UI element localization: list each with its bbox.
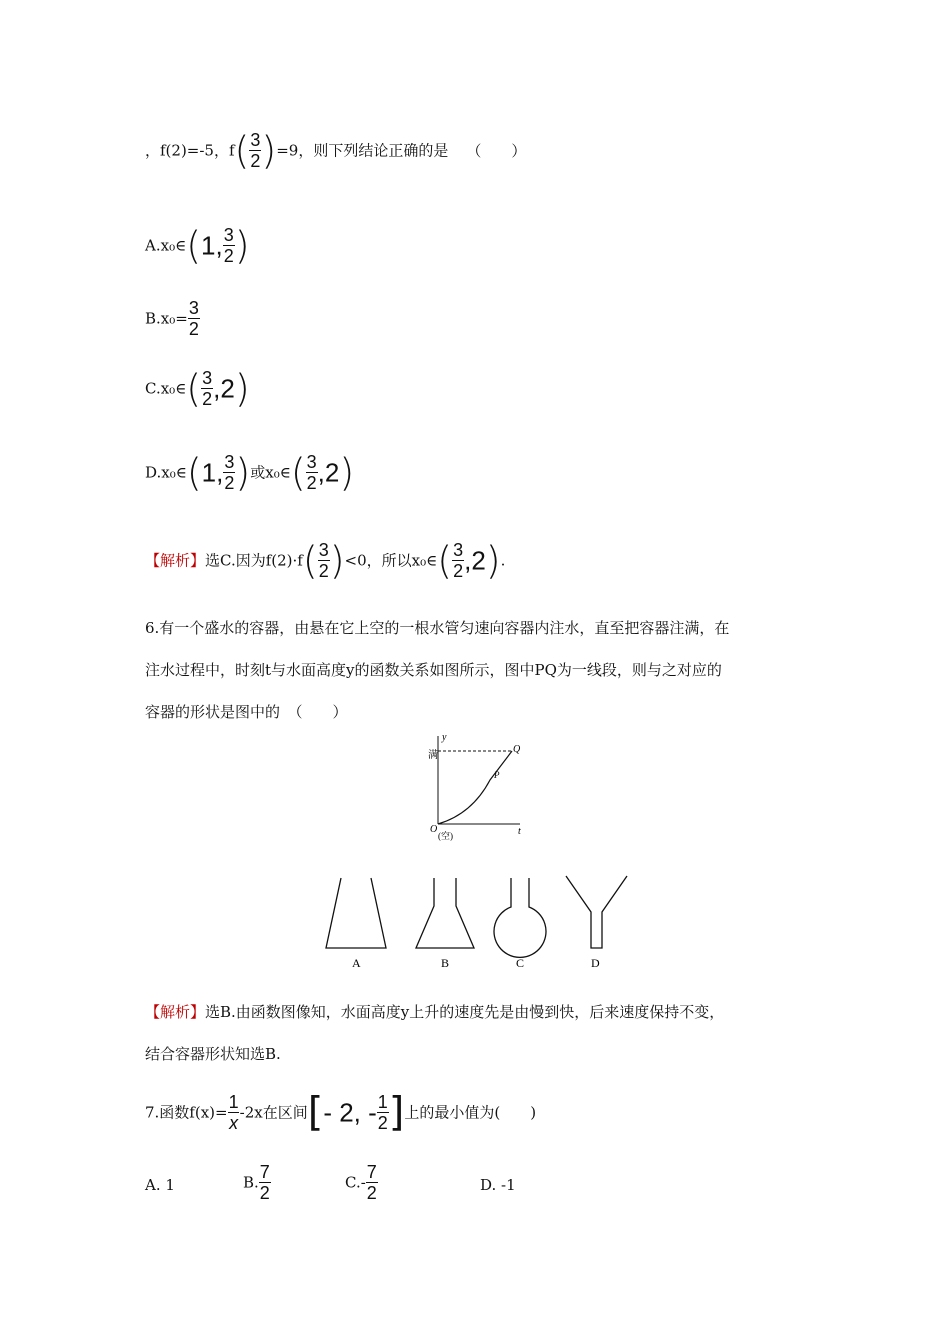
container-a	[326, 878, 386, 948]
q5-solution: 【解析】选C.因为f(2)·f( $\frac{3}{2}$ )<0，所以x₀∈( $\frac{3}{2}$ ,2).	[145, 538, 506, 583]
fraction: $\frac{1}{x}$	[228, 1092, 239, 1133]
point-p-label: P	[494, 770, 500, 780]
full-label: 满	[428, 750, 438, 761]
fraction: $\frac{3}{2}$	[306, 452, 317, 493]
fraction: $\frac{3}{2}$	[224, 452, 235, 493]
container-shapes	[310, 870, 640, 975]
q7-option-b: B. $\frac{7}{2}$	[243, 1162, 270, 1203]
q5-option-d: D.x₀∈(1, $\frac{3}{2}$ )或x₀∈( $\frac{3}{2}$ ,2)	[145, 450, 355, 495]
fraction: $\frac{7}{2}$	[366, 1162, 377, 1203]
height-curve	[438, 751, 512, 824]
shape-label-b: B	[441, 956, 450, 970]
q5-stem: ，f(2)=-5，f( $\frac{3}{2}$ )=9，则下列结论正确的是 （ ）	[145, 128, 527, 173]
q7-option-c: C.- $\frac{7}{2}$	[345, 1162, 377, 1203]
q5-option-b: B.x₀= $\frac{3}{2}$	[145, 298, 199, 339]
x-axis-label: t	[518, 826, 521, 837]
q7-option-d: D. -1	[480, 1176, 516, 1194]
q5-option-a: A.x₀∈(1, $\frac{3}{2}$ )	[145, 223, 250, 268]
q6-line-3: 容器的形状是图中的 （ ）	[145, 703, 348, 721]
y-axis-label: y	[442, 732, 447, 743]
q6-solution-line-1: 【解析】选B.由函数图像知，水面高度y上升的速度先是由慢到快，后来速度保持不变，	[145, 1003, 725, 1021]
height-time-graph	[420, 728, 540, 850]
q6-line-1: 6.有一个盛水的容器，由悬在它上空的一根水管匀速向容器内注水，直至把容器注满，在	[145, 619, 730, 637]
q6-solution-line-2: 结合容器形状知选B.	[145, 1045, 281, 1063]
fraction: $\frac{3}{2}$	[453, 540, 464, 581]
empty-label: (空)	[438, 831, 453, 841]
container-d	[566, 876, 627, 948]
shape-label-c: C	[516, 956, 525, 970]
fraction: $\frac{3}{2}$	[250, 130, 261, 171]
shape-label-d: D	[591, 956, 600, 970]
container-b	[416, 878, 474, 948]
fraction: $\frac{3}{2}$	[202, 368, 213, 409]
q6-line-2: 注水过程中，时刻t与水面高度y的函数关系如图所示，图中PQ为一线段，则与之对应的	[145, 661, 722, 679]
q5-stem-text-a: ，f(2)=-5，f	[145, 141, 235, 160]
q7-stem: 7.函数f(x)= $\frac{1}{x}$ -2x在区间[- 2, - $\frac{1}{2}$ ]上的最小值为( )	[145, 1089, 537, 1136]
fraction: $\frac{3}{2}$	[223, 225, 234, 266]
solution-tag: 【解析】	[145, 551, 206, 570]
q7-option-a: A. 1	[145, 1176, 175, 1194]
point-q-label: Q	[513, 744, 521, 755]
container-c	[494, 878, 546, 957]
origin-label: O	[430, 824, 438, 835]
fraction: $\frac{1}{2}$	[377, 1092, 388, 1133]
fraction: $\frac{3}{2}$	[318, 540, 329, 581]
shape-label-a: A	[352, 956, 361, 970]
q5-stem-text-b: =9，则下列结论正确的是	[276, 141, 449, 160]
fraction: $\frac{7}{2}$	[259, 1162, 270, 1203]
solution-tag: 【解析】	[145, 1003, 206, 1021]
q5-option-c: C.x₀∈( $\frac{3}{2}$ ,2)	[145, 366, 250, 411]
fraction: $\frac{3}{2}$	[188, 298, 199, 339]
answer-blank: （ ）	[466, 141, 527, 160]
